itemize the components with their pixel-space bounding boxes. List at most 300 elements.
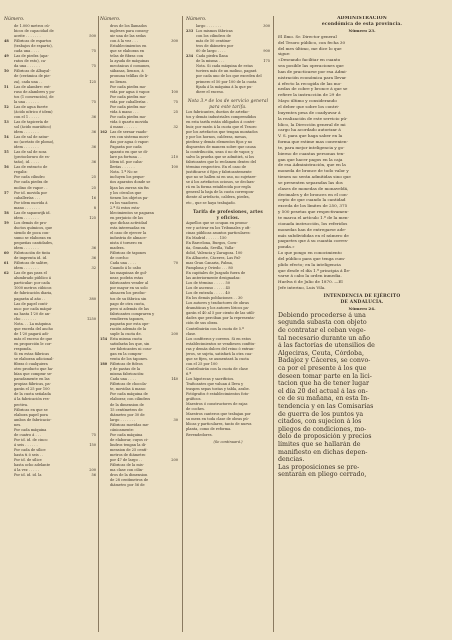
item-text: ser fabricantes ni coso- <box>110 347 152 351</box>
text-line: el día 20 del actual á las on- <box>278 387 368 395</box>
text-line: varse á cabo la orden inmedia. <box>278 273 342 279</box>
item-text: (protocloruro de es- <box>14 155 50 160</box>
item-text: de 1'20 pagará adi- <box>14 331 49 336</box>
item-price: 300 <box>171 39 178 44</box>
text-line: bierno de cuantas personas ten- <box>278 150 345 156</box>
item-price: 36 <box>91 114 96 119</box>
text-line: las anteriormente designadas: <box>186 276 241 281</box>
item-price: 8 <box>93 205 96 210</box>
item-text: Por cada máquina <box>110 432 143 437</box>
text-line: refiere la instrucción de 29 de <box>278 92 341 98</box>
item-text: diere el exceso. <box>196 89 224 94</box>
text-line: salvo la prueba que se admitirá, si los <box>186 155 255 160</box>
item-text: ruso de alambres y po- <box>14 89 56 94</box>
item-text: nista ó tornero en <box>110 241 143 246</box>
item-text: tos (1 convención), de <box>14 94 54 99</box>
item-number: 233 <box>186 29 194 34</box>
item-text: nes. <box>14 422 22 427</box>
text-line: de contratar el ceban vege- <box>278 327 366 334</box>
text-line: Jefe interino, Luis Vila. <box>278 285 326 291</box>
text-line: del Tesoro público, con fecha 30 <box>278 39 346 45</box>
text-line: tos y demás industriales comprendidos <box>186 114 257 119</box>
tariff-list <box>100 24 178 488</box>
text-line: pliegos de condiciones, mo- <box>278 425 367 433</box>
item-number: 58 <box>4 210 9 215</box>
item-text: misma fabricación: <box>110 372 145 377</box>
text-line: Maestros canteros que trabajan por <box>186 412 251 417</box>
item-text: pagarán por esta ope- <box>110 321 150 326</box>
text-line: Contribuirán con la cuota de 5.ª <box>186 326 244 331</box>
item-text: las maquinas de gol- <box>110 271 147 276</box>
item-text: fibras ó cualquiera <box>14 362 48 367</box>
text-line: En Albacete, Cáceres, Las Pal- <box>186 255 241 260</box>
item-text: y de pastas de la <box>110 367 141 372</box>
text-line: ca por el presente á los que <box>278 364 367 372</box>
item-text: otro producto que ha- <box>14 367 54 372</box>
item-price: 56 <box>91 473 96 478</box>
text-line: se presenten separadas las dos <box>278 179 343 185</box>
item-price: 200 <box>171 331 178 336</box>
item-text: Las de sapanwijk id. <box>14 210 51 215</box>
item-text: idem . . . . . . . <box>14 215 39 220</box>
item-text: de 1.000 metros cú- <box>14 24 50 28</box>
item-text: Fábricas de Albayal- <box>14 69 51 74</box>
text-line: exceda de los límites de 250, 375 <box>278 203 348 209</box>
item-text: el caso de ejercer la <box>110 230 147 235</box>
text-line: Traficantes que valuan á lleva y <box>186 382 244 387</box>
heading-line: y oficios. <box>216 214 240 220</box>
text-line: rá en la forma establecida por regla <box>186 185 251 190</box>
item-text: Fábricas de la mis- <box>110 463 144 468</box>
text-line: nistración económica para llevar <box>278 74 347 80</box>
item-text: dros de la dimension <box>110 473 148 478</box>
item-text: primero el 50 por 100 de la cuota <box>196 79 257 84</box>
text-line: que desde el día 1.º principia á lle- <box>278 267 351 273</box>
item-price: 25 <box>91 175 96 180</box>
text-line: por los artefactos que tengan montados <box>186 129 258 134</box>
item-price: 900 <box>263 49 270 54</box>
item-text: idem . . . . . . . <box>14 129 39 134</box>
item-text: de 28 centímetros de <box>110 478 149 483</box>
item-text: regaliz: <box>14 170 28 175</box>
item-price: 16 <box>91 195 96 200</box>
text-line: tal necesario durante un año <box>278 334 371 342</box>
item-price: 36 <box>91 256 96 261</box>
item-text: venta de los tapones. <box>110 357 149 362</box>
item-text: sol (ácido muriático) <box>14 124 52 129</box>
item-text: Nota. Si cada máquina de estas <box>196 64 253 69</box>
item-text: largo . . . . . . . <box>196 24 222 28</box>
text-line: ña, Granada, Sevilla, Valla- <box>186 245 235 250</box>
text-line: de esa Administración, que en la <box>278 162 346 168</box>
item-price: 32 <box>91 266 96 271</box>
text-line: planta, como de reforma. <box>186 427 232 432</box>
text-line: á efecto la recogida de las mo- <box>278 80 342 86</box>
text-line: del público para que tenga cum- <box>278 255 346 261</box>
item-price: 150 <box>89 442 96 447</box>
item-number: 51 <box>4 84 9 89</box>
item-text: aceite . . . . . . . <box>14 34 41 39</box>
text-line: ponda.» <box>278 244 295 250</box>
item-text: pectiva. <box>14 402 29 407</box>
item-text: ños aparatos donde se <box>110 180 151 185</box>
item-text: madera. <box>110 246 125 251</box>
text-line: mas Gran Canaria, Palma, <box>186 260 233 265</box>
text-line: manifiesto en dichas depen- <box>278 448 368 456</box>
column-1 <box>4 16 96 632</box>
item-price: 36 <box>91 246 96 251</box>
tariff-row <box>100 483 178 488</box>
text-line: gráficos. <box>186 397 202 402</box>
item-text: Por id. de sílice <box>14 458 42 463</box>
text-line: nedas de cobre y bronce á que se <box>278 86 348 92</box>
item-text: de elaborar, cuyos ci- <box>110 437 149 442</box>
text-line: y 500 pesetas que respectivamen- <box>278 209 349 215</box>
item-text: Por cada piedra de <box>14 180 48 185</box>
text-line: cionada instrucción, los referidos <box>278 220 348 226</box>
text-line: plido efecto; en la inteligencia <box>278 261 341 267</box>
item-text: Fábricas de chocola- <box>110 382 147 387</box>
item-text: Cada una . . . . <box>110 377 137 382</box>
item-number: 52 <box>4 104 9 109</box>
item-text: siendo de poca con- <box>14 230 50 235</box>
item-text: bicos de capacidad de <box>14 29 54 34</box>
text-line: buyentes pesa de coadyuvar á <box>278 109 341 115</box>
text-line: general la baja de la cuota correspon- <box>186 190 255 195</box>
item-text: aparato en que se di- <box>110 150 148 155</box>
item-text: particular: por cada <box>14 281 50 286</box>
item-price: 75 <box>91 432 96 437</box>
item-text: Fábricas en que se <box>14 407 48 412</box>
section-heading <box>186 98 270 110</box>
item-text: Las de alambre: ext- <box>14 84 51 89</box>
item-text: ductos químicos, que <box>14 225 53 230</box>
text-line: Maestros ó constructores de rajas <box>186 402 248 407</box>
item-price: 200 <box>89 468 96 473</box>
item-text: alumbrado público á <box>14 276 51 281</box>
text-line: cargo ha acordado autorizar á <box>278 127 341 133</box>
item-text: ra los vaadores. <box>110 200 139 205</box>
item-text: idem . . . . . . . <box>14 266 39 271</box>
item-text: sumo se elaboran en <box>14 235 52 240</box>
item-number: 53 <box>4 119 9 124</box>
item-text: hasta ti ó seis . . <box>14 452 44 457</box>
item-text: Las de gas para el <box>14 271 47 276</box>
item-text: Las de extracto de <box>14 165 48 170</box>
text-line: decimales y de bronces en el con- <box>278 191 349 197</box>
text-line: Debiendo procederse á una <box>278 311 366 319</box>
text-line: su mera en toda clase de obras pú- <box>186 417 249 422</box>
text-line: establecimientos se vendiesen confitu- <box>186 341 256 346</box>
text-line: de guerra de los puntos ya <box>278 410 364 418</box>
item-text: Nota. . . La máquina <box>14 321 51 326</box>
item-text: 60 de largo . . . . <box>196 49 226 54</box>
item-text: blecimientos se pagaran <box>110 210 154 215</box>
heading-line: INTENDENCIA DE EJÉRCITO <box>323 293 401 299</box>
text-line: tacion que ha de tener lugar <box>278 380 369 388</box>
text-line: Lo que pongo en conocimiento <box>278 250 342 256</box>
item-text: por 47 de largo . . <box>110 458 143 463</box>
item-price: 70 <box>173 261 178 266</box>
item-text: vida ó quarto movida <box>110 119 148 124</box>
text-line: buir, por razón á la cuota que el Tesoro <box>186 124 257 129</box>
item-price: 75 <box>173 99 178 104</box>
item-text: Por cada piedra mo- <box>110 114 147 119</box>
item-text: cada una . . . . <box>14 49 40 54</box>
item-text: molino de vapor . . <box>14 185 48 190</box>
text-line: Contribuirán con la cuota de clase <box>186 366 248 371</box>
item-number: 50 <box>4 69 9 74</box>
text-line: la realización de este servicio pú- <box>278 115 348 121</box>
text-line: monedas han de entregarse ade- <box>278 226 347 232</box>
heading-line: Tarifa de profesiones, artes <box>193 208 263 214</box>
item-price: 380 <box>89 296 96 301</box>
item-text: idem . . . . . . . <box>14 246 39 251</box>
item-text: vida á mano . . . <box>110 109 139 114</box>
text-line: dramáticas y los autores líricos pa- <box>186 306 249 311</box>
item-text: caballerías . . . <box>14 195 41 200</box>
item-price: 36 <box>91 160 96 165</box>
item-text: responda. <box>14 347 32 351</box>
item-text: elabora papel pora <box>14 412 48 417</box>
text-line: Pamplona y Oviedo . . . 80 <box>186 265 233 270</box>
item-text: de imprenta id. id. <box>14 256 48 261</box>
item-text: ma clase con cilin- <box>110 468 144 473</box>
item-number: 56 <box>4 165 9 170</box>
text-line: En capitales de Juzgado fuera de <box>186 271 246 276</box>
text-line: fabricantes que lo reclamen dentro del <box>186 160 257 165</box>
item-number: 62 <box>4 271 9 276</box>
text-line: dolid, Valencia y Zaragoza. 100 <box>186 250 243 255</box>
text-line: diente al artefacto, caldera, piedra, <box>186 195 250 200</box>
text-line: Aquellos que se ocupan en promo- <box>186 220 248 225</box>
item-number: 48 <box>4 39 9 44</box>
text-line: «Deseando facilitar en cuanto <box>278 57 341 63</box>
item-text: Por cada piedra mo- <box>110 84 147 89</box>
item-number: 60 <box>4 251 9 256</box>
item-text: diámetro por 56 de <box>110 483 145 488</box>
item-text: diámetro por 30 de <box>110 412 145 417</box>
item-text: Idem id. por caba- <box>110 160 143 165</box>
section-heading <box>278 16 446 28</box>
item-text: pagarán al año . . <box>14 296 46 301</box>
item-text: sábanas, lienzos, á <box>110 69 144 74</box>
column-3 <box>186 16 270 632</box>
text-line: que no se hallen ni en uso, no sujetare- <box>186 175 257 180</box>
item-text: con los cilindros de <box>196 34 231 39</box>
heading-line: DE ANDALUCÍA. <box>340 299 384 305</box>
item-text: no lienzo. <box>110 79 128 84</box>
text-line: cinas públicas asuntos particulares: <box>186 230 251 235</box>
item-number: 154 <box>100 336 108 341</box>
item-text: vida por agua ó vapor. <box>110 89 151 94</box>
text-line: piedras y demás elementos fijos y no <box>186 139 253 144</box>
section-heading <box>186 209 270 221</box>
item-text: á seis . . . . . . <box>14 442 38 447</box>
item-text: Nota. 1.ª No se <box>110 170 138 175</box>
paragraph <box>186 221 270 438</box>
item-text: Fábricas de espartos <box>14 39 52 44</box>
item-text: telas de fibras con <box>110 54 144 59</box>
text-line: te, para mejor inteligencia y go- <box>278 144 345 150</box>
item-text: propias fábricas, pa- <box>14 382 51 387</box>
text-line: la contribución, sean ó no de vapor, y <box>186 150 254 155</box>
item-text: na hasta 1'20 de an- <box>14 311 51 316</box>
item-text: Los mismos fábricas <box>196 29 233 34</box>
text-line: han de practicarse por esa Admi- <box>278 68 347 74</box>
text-line: más subdivididas en el número de <box>278 232 349 238</box>
item-text: Cada piedra llana <box>196 54 228 59</box>
item-text: Las de sernar vaado- <box>110 129 148 134</box>
text-line: dispuestos de manera sobre que causa <box>186 144 256 149</box>
item-text: Por id. movida por <box>14 190 48 195</box>
text-line: sea posible las operaciones que <box>278 63 344 69</box>
column-2 <box>100 16 178 632</box>
item-text: más de 50 centíme- <box>196 39 232 44</box>
text-line: el deber que sobre los contri- <box>278 103 340 109</box>
text-line: Los de ascenso . . . . . 45 <box>186 286 231 291</box>
text-line: segunda subasta con objeto <box>278 319 367 327</box>
item-price: 36 <box>91 145 96 150</box>
item-number: 57 <box>4 190 9 195</box>
continuation-note: (Se continuará.) <box>213 439 243 444</box>
item-text: pronuna telillas de li- <box>110 74 149 79</box>
text-line: En Madrid . . . . . . 150 <box>186 235 227 240</box>
item-number: 54 <box>4 135 9 140</box>
column-divider <box>182 16 183 632</box>
item-text: Establecimientos en <box>110 44 147 49</box>
item-text: de corcho: <box>110 256 129 261</box>
item-text: á mano . . . . . . <box>110 124 137 129</box>
item-text: industria de almace- <box>110 235 147 240</box>
text-line: se á los artefactos ociosos, se declara- <box>186 180 255 185</box>
text-line: En Barcelona, Burgos, Coru- <box>186 240 238 245</box>
item-text: Fábricas de fideos <box>110 362 143 367</box>
text-line: y por los hornos, calderas, mesas, <box>186 134 248 139</box>
text-line: garán el 40 al 5 por ciento de las utili- <box>186 311 255 316</box>
item-number: 59 <box>4 220 9 225</box>
item-text: Por id. id. id. la <box>14 473 42 478</box>
item-text: mano . . . . . . . <box>14 205 40 210</box>
item-number: 61 <box>4 261 9 266</box>
text-line: El Ilmo. Sr. Director general <box>278 33 337 39</box>
item-text: que se elaboran en <box>110 49 145 54</box>
item-text: dros de los llamados <box>110 24 147 28</box>
tariff-list <box>186 24 270 95</box>
item-text: incluyen los peque- <box>110 175 145 180</box>
item-text: tienen los objetos pa- <box>110 195 149 200</box>
item-text: te, movidas á mano: <box>110 387 147 392</box>
item-text: (ácido nítrico é idem) <box>14 109 53 114</box>
text-line: Revendedores. <box>186 432 213 437</box>
item-text: Esta misma cuota <box>110 336 142 341</box>
item-text: fabricantes vender al <box>110 281 149 286</box>
item-text: mecánicas ó comunes, <box>110 64 151 69</box>
item-text: á la vez . . . . . <box>14 468 39 473</box>
text-line: Los autores y traductores de obras <box>186 301 249 306</box>
column-header: Número. <box>4 17 25 22</box>
item-price: 210 <box>171 155 178 160</box>
item-text: satisfarán los que, sin <box>110 341 150 346</box>
text-line: clase. <box>186 331 197 336</box>
item-text: Las de agua fuerte <box>14 104 48 109</box>
item-text: pago de otra cuota, <box>110 301 145 306</box>
item-text: das por agua ó vapor: <box>110 140 150 145</box>
item-text: vida por caballerías . <box>110 99 148 104</box>
item-price: 125 <box>89 215 96 220</box>
item-price: 25 <box>91 185 96 190</box>
item-price: 75 <box>91 49 96 54</box>
item-text: hasta ocho adelante <box>14 463 51 468</box>
item-text: res con sistema movi- <box>110 135 150 140</box>
text-line: dencias. <box>278 456 305 464</box>
item-text: pero si además de las <box>110 306 149 311</box>
item-price: 30 <box>173 417 178 422</box>
text-line: blico, la Dirección general de mi <box>278 121 346 127</box>
item-text: Por cada cilindro <box>14 175 45 180</box>
item-text: esta interesadas en <box>110 225 145 230</box>
text-line: te marca el artículo 1.º de la men- <box>278 215 349 220</box>
text-line: ver y activar en los Tribunales y ofi- <box>186 225 251 230</box>
text-line: ras y demás dulces del reino ó extran- <box>186 346 255 351</box>
item-price: 175 <box>263 59 270 64</box>
text-line: dades que perciban por la representa- <box>186 316 255 321</box>
text-line: con el 25 por 100 <box>186 361 218 366</box>
item-text: tuviera más de un molino, pagará <box>196 69 257 74</box>
item-number: 55 <box>4 150 9 155</box>
item-text: de la dimension de <box>110 402 144 407</box>
item-text: Por cada piedra mo- <box>110 104 147 109</box>
item-text: Si en estas fábricas <box>14 352 50 357</box>
item-price: 36 <box>91 129 96 134</box>
item-text: de (cerámica de pie- <box>14 74 51 79</box>
item-text: cánicamente: <box>110 427 135 432</box>
item-text: la una . . . . . . <box>14 99 39 104</box>
item-text: almacen los produc- <box>110 291 147 296</box>
text-line: á las factorías de utensilios de <box>278 342 375 350</box>
item-text: largo . . . . . . . <box>110 417 136 422</box>
text-line: Los hipotecas y sacrificios. <box>186 377 235 381</box>
item-text: gan en la compra- <box>110 352 143 357</box>
item-text: 2.ª Si estos esta- <box>110 205 140 210</box>
item-text: Fábricas movidas me- <box>110 422 150 427</box>
item-text: Por cada máquina de <box>110 392 148 397</box>
text-line: Fotógrafos é establecimientos foto- <box>186 392 250 397</box>
item-number: 180 <box>100 362 108 367</box>
item-text: Las de papel conti- <box>14 301 49 306</box>
item-text: pequeñas cantidades, <box>14 241 54 246</box>
text-line: del mes último, me dice lo que <box>278 45 342 51</box>
item-price: 200 <box>171 458 178 463</box>
paragraph <box>278 34 446 291</box>
item-text: Por cada máquina <box>14 427 47 432</box>
item-text: za), cada una . . <box>14 79 43 84</box>
item-text: lijan las zurras sin fin <box>110 185 149 190</box>
text-line: moneda de bronce de todo valor y <box>278 168 349 174</box>
item-text: Por cada de sílice <box>14 447 46 452</box>
text-line: deseen tomar parte en la lici- <box>278 372 372 380</box>
item-text: fabricantes compraren y <box>110 311 155 316</box>
tariff-row <box>186 90 270 95</box>
item-price: 75 <box>91 64 96 69</box>
item-text: no (acetato de plomo), <box>14 140 55 145</box>
column-divider <box>273 16 274 632</box>
text-line: Huelva 6 de Julio de 1870. —El <box>278 279 343 285</box>
text-line: blicas y particulares, tanto de nueva <box>186 422 252 427</box>
item-text: por cada uno de los que exceden del <box>196 74 262 79</box>
item-price: 100 <box>171 165 178 170</box>
text-line: V. S. para que haga saber en la <box>278 133 343 139</box>
